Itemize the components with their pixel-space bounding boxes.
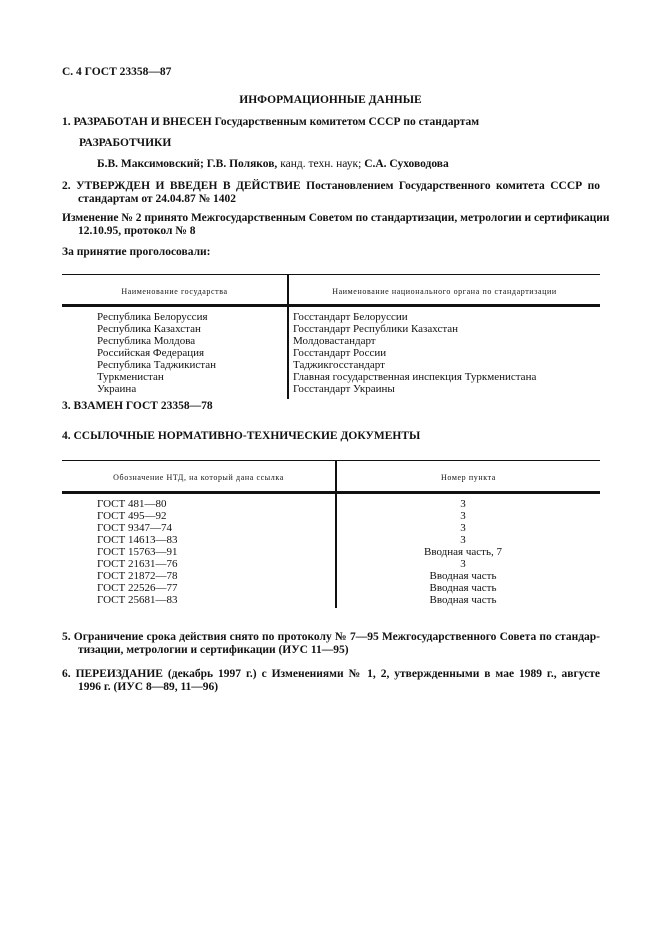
table-row: ГОСТ 15763—91 — [97, 546, 178, 558]
page-header: С. 4 ГОСТ 23358—87 — [62, 66, 172, 78]
developers-a: Б.В. Максимовский; Г.В. Поляков, — [97, 158, 278, 170]
table-1-header-rule — [62, 304, 600, 307]
table-1-col-bodies — [293, 311, 536, 395]
table-row: Вводная часть, 7 — [424, 546, 502, 558]
table-row: Туркменистан — [97, 371, 164, 383]
item-2-line2: стандартам от 24.04.87 № 1402 — [78, 192, 237, 205]
table-row: Госстандарт Республики Казахстан — [293, 323, 459, 335]
developers-list — [97, 158, 449, 170]
item-5-line2: тизации, метрологии и сертификации (ИУС 11—95) — [78, 643, 349, 656]
table-row: Молдовастандарт — [293, 335, 376, 347]
table-row: ГОСТ 14613—83 — [97, 534, 178, 546]
table-2-top-rule — [62, 460, 600, 461]
table-row: ГОСТ 25681—83 — [97, 594, 178, 606]
table-row: ГОСТ 495—92 — [97, 510, 167, 522]
item-5 — [62, 631, 600, 656]
table-2-header-rule — [62, 491, 600, 494]
item-6-line2: 1996 г. (ИУС 8—89, 11—96) — [78, 680, 219, 693]
table-1-top-rule — [62, 274, 600, 275]
item-2-line1: 2. УТВЕРЖДЕН И ВВЕДЕН В ДЕЙСТВИЕ Постановлением Государственного комитета СССР по — [62, 180, 600, 192]
table-row: ГОСТ 481—80 — [97, 498, 167, 510]
table-2-header-clause: Номер пункта — [441, 473, 496, 482]
section-title: ИНФОРМАЦИОННЫЕ ДАННЫЕ — [239, 94, 422, 106]
table-1-header-body: Наименование национального органа по стандартизации — [332, 287, 557, 296]
change-note — [62, 212, 610, 237]
item-1: 1. РАЗРАБОТАН И ВНЕСЕН Государственным комитетом СССР по стандартам — [62, 116, 480, 128]
table-row: Госстандарт России — [293, 347, 387, 359]
table-row: ГОСТ 22526—77 — [97, 582, 178, 594]
table-row: Таджикгосстандарт — [293, 359, 385, 371]
table-2-col-clauses — [337, 498, 589, 606]
table-row: Вводная часть — [429, 582, 497, 594]
table-row: Республика Казахстан — [97, 323, 201, 335]
table-row: Республика Таджикистан — [97, 359, 216, 371]
change-line2: 12.10.95, протокол № 8 — [78, 224, 196, 237]
table-2-header-doc: Обозначение НТД, на который дана ссылка — [113, 473, 284, 482]
table-row: Вводная часть — [429, 594, 497, 606]
item-6-line1: 6. ПЕРЕИЗДАНИЕ (декабрь 1997 г.) с Изменениями № 1, 2, утвержденными в мае 1989 г., августе — [62, 668, 600, 680]
table-row: Главная государственная инспекция Туркменистана — [293, 371, 537, 383]
table-row: ГОСТ 21631—76 — [97, 558, 178, 570]
table-row: 3 — [460, 510, 466, 522]
table-row: 3 — [460, 534, 466, 546]
table-row: 3 — [460, 558, 466, 570]
table-row: 3 — [460, 498, 466, 510]
table-1-col-states — [97, 311, 216, 395]
table-row: ГОСТ 21872—78 — [97, 570, 178, 582]
table-row: Украина — [97, 383, 137, 395]
item-3: 3. ВЗАМЕН ГОСТ 23358—78 — [62, 400, 213, 412]
table-1-header-state: Наименование государства — [121, 287, 228, 296]
table-row: Госстандарт Белоруссии — [293, 311, 408, 323]
table-row: Республика Молдова — [97, 335, 196, 347]
voted-label: За принятие проголосовали: — [62, 246, 211, 258]
table-row: Республика Белоруссия — [97, 311, 208, 323]
table-row: Российская Федерация — [97, 347, 205, 359]
item-6 — [62, 668, 600, 693]
table-2-col-docs — [97, 498, 177, 606]
table-row: ГОСТ 9347—74 — [97, 522, 172, 534]
table-row: Госстандарт Украины — [293, 383, 395, 395]
developers-degree: канд. техн. наук; — [277, 158, 365, 170]
table-row: Вводная часть — [429, 570, 497, 582]
developers-heading: РАЗРАБОТЧИКИ — [79, 137, 172, 149]
change-line1: Изменение № 2 принято Межгосударственным Советом по стандартизации, метрологии и сертификации — [62, 212, 610, 224]
item-4: 4. ССЫЛОЧНЫЕ НОРМАТИВНО-ТЕХНИЧЕСКИЕ ДОКУМЕНТЫ — [62, 430, 421, 442]
item-5-line1: 5. Ограничение срока действия снято по протоколу № 7—95 Межгосударственного Совета по стандар- — [62, 631, 600, 643]
table-row: 3 — [460, 522, 466, 534]
item-2 — [62, 180, 600, 205]
developers-b: С.А. Суховодова — [364, 158, 449, 170]
